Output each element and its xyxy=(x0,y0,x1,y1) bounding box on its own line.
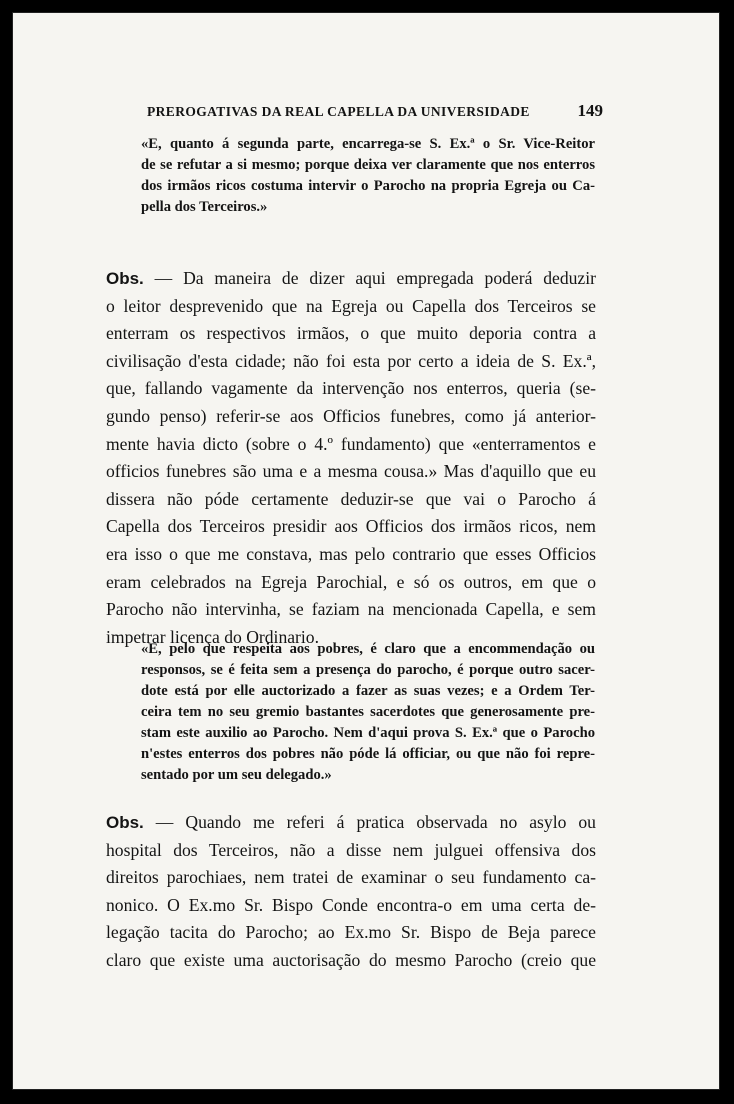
text-line: Parocho não intervinha, se faziam na mencionada Capella, e sem xyxy=(106,599,596,620)
text-line: nonico. O Ex.mo Sr. Bispo Conde encontra-o em uma certa de- xyxy=(106,894,596,915)
obs-label: Obs. xyxy=(106,813,144,832)
text-line: pella dos Terceiros.» xyxy=(141,199,268,215)
text-line: eram celebrados na Egreja Parochial, e só os outros, em que o xyxy=(106,571,596,592)
text-line: que, fallando vagamente da intervenção nos enterros, queria (se- xyxy=(106,378,596,399)
observation-paragraph-1 xyxy=(106,265,596,651)
text-line: impetrar licença do Ordinario. xyxy=(106,626,319,647)
book-page xyxy=(12,12,720,1090)
text-line xyxy=(106,809,596,837)
text-line: n'estes enterros dos pobres não póde lá officiar, ou que não foi repre- xyxy=(141,746,595,762)
text-line xyxy=(106,265,596,293)
line-text: — Da maneira de dizer aqui empregada poderá deduzir xyxy=(154,268,596,288)
text-line: sentado por um seu delegado.» xyxy=(141,767,332,783)
running-title: PREROGATIVAS DA REAL CAPELLA DA UNIVERSIDADE xyxy=(147,104,530,119)
text-line: o leitor desprevenido que na Egreja ou Capella dos Terceiros se xyxy=(106,295,596,316)
text-line: responsos, se é feita sem a presença do parocho, é porque outro sacer- xyxy=(141,662,595,678)
text-line: gundo penso) referir-se aos Officios funebres, como já anterior- xyxy=(106,405,596,426)
page-number: 149 xyxy=(577,101,603,120)
text-line: claro que existe uma auctorisação do mesmo Parocho (creio que xyxy=(106,949,596,970)
text-line: dos irmãos ricos costuma intervir o Parocho na propria Egreja ou Ca- xyxy=(141,178,595,194)
text-line: direitos parochiaes, nem tratei de examinar o seu fundamento ca- xyxy=(106,867,596,888)
text-line: dissera não póde certamente deduzir-se que vai o Parocho á xyxy=(106,488,596,509)
text-line: dote está por elle auctorizado a fazer as suas vezes; e a Ordem Ter- xyxy=(141,683,595,699)
text-line: «E, quanto á segunda parte, encarrega-se S. Ex.ª o Sr. Vice-Reitor xyxy=(141,136,595,152)
text-line: hospital dos Terceiros, não a disse nem julguei offensiva dos xyxy=(106,839,596,860)
text-line: ceira tem no seu gremio bastantes sacerdotes que generosamente pre- xyxy=(141,704,595,720)
quoted-passage-1 xyxy=(141,134,595,218)
text-line: era isso o que me constava, mas pelo contrario que esses Officios xyxy=(106,543,596,564)
text-line: officios funebres são uma e a mesma cousa.» Mas d'aquillo que eu xyxy=(106,461,596,482)
line-text: — Quando me referi á pratica observada no asylo ou xyxy=(155,812,596,832)
observation-paragraph-2 xyxy=(106,809,596,975)
text-line: stam este auxilio ao Parocho. Nem d'aqui prova S. Ex.ª que o Parocho xyxy=(141,725,595,741)
text-line: legação tacita do Parocho; ao Ex.mo Sr. Bispo de Beja parece xyxy=(106,922,596,943)
text-line: civilisação d'esta cidade; não foi esta por certo a ideia de S. Ex.ª, xyxy=(106,350,596,371)
quoted-passage-2 xyxy=(141,639,595,786)
text-line: Capella dos Terceiros presidir aos Officios dos irmãos ricos, nem xyxy=(106,516,596,537)
obs-label: Obs. xyxy=(106,269,144,288)
text-line: «E, pelo que respeita aos pobres, é claro que a encommendação ou xyxy=(141,641,595,657)
running-header xyxy=(147,101,603,125)
text-line: de se refutar a si mesmo; porque deixa ver claramente que nos enterros xyxy=(141,157,595,173)
text-line: enterram os respectivos irmãos, o que muito deporia contra a xyxy=(106,323,596,344)
text-line: mente havia dicto (sobre o 4.º fundamento) que «enterramentos e xyxy=(106,433,596,454)
